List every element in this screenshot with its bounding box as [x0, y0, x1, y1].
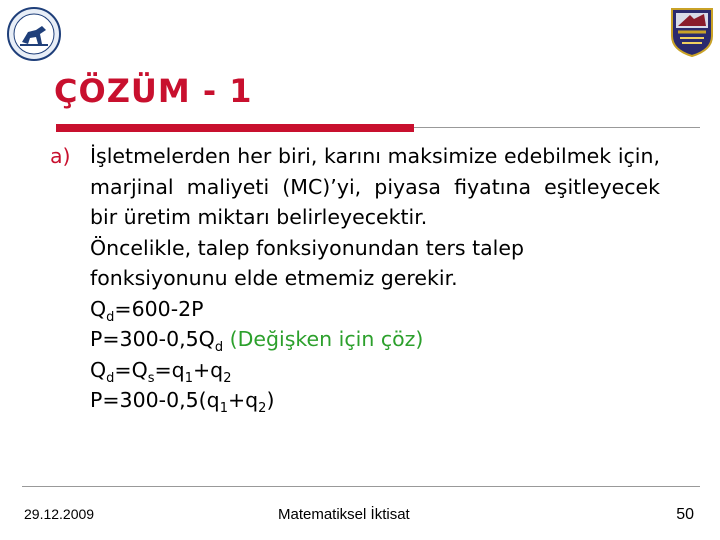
faculty-logo-right	[668, 6, 716, 58]
eq-text: P=300-0,5Q	[90, 327, 215, 351]
eq-text: =Q	[114, 357, 148, 382]
equation-demand	[50, 294, 660, 325]
intro-line-1: Öncelikle, talep fonksiyonundan ters talep	[90, 235, 524, 260]
eq-text: Q	[90, 296, 107, 321]
eq-text: +q	[227, 388, 259, 412]
eq-subscript: d	[106, 309, 115, 325]
eq-subscript: 1	[184, 370, 193, 386]
eq-subscript: d	[106, 370, 115, 386]
eq-text: =600-2P	[114, 296, 204, 321]
eq-subscript: s	[147, 370, 155, 386]
eq-subscript: d	[214, 340, 224, 355]
eq-subscript: 1	[219, 401, 228, 416]
footer-course-title: Matematiksel İktisat	[278, 506, 410, 523]
equation-inverse-demand	[50, 324, 660, 355]
equation-market-quantity	[50, 355, 660, 386]
slide-title: ÇÖZÜM - 1	[54, 72, 253, 110]
university-logo-left	[6, 6, 62, 62]
eq-subscript: 2	[223, 370, 232, 386]
eq-text: Q	[90, 357, 107, 382]
body-paragraph: İşletmelerden her biri, karını maksimize edebilmek için, marjinal maliyeti (MC)’yi, piyasa fiyatına eşitleyecek bir üretim miktarı belirleyecektir.	[90, 144, 660, 229]
title-accent-bar	[56, 124, 414, 132]
eq-text: =q	[154, 357, 185, 382]
eq-subscript: 2	[258, 401, 267, 416]
eq-text: +q	[192, 357, 224, 382]
footer-date: 29.12.2009	[24, 506, 95, 522]
list-marker: a)	[50, 144, 71, 168]
solve-note: (Değişken için çöz)	[229, 327, 424, 351]
slide-body	[50, 141, 660, 416]
intro-line-2: fonksiyonunu elde etmemiz gerekir.	[90, 266, 458, 290]
page-number: 50	[676, 506, 694, 523]
list-item	[50, 141, 660, 233]
equation-price-firms	[50, 385, 660, 416]
eq-text: )	[266, 388, 275, 412]
footer-divider	[22, 486, 700, 487]
eq-text: P=300-0,5(q	[90, 388, 220, 412]
